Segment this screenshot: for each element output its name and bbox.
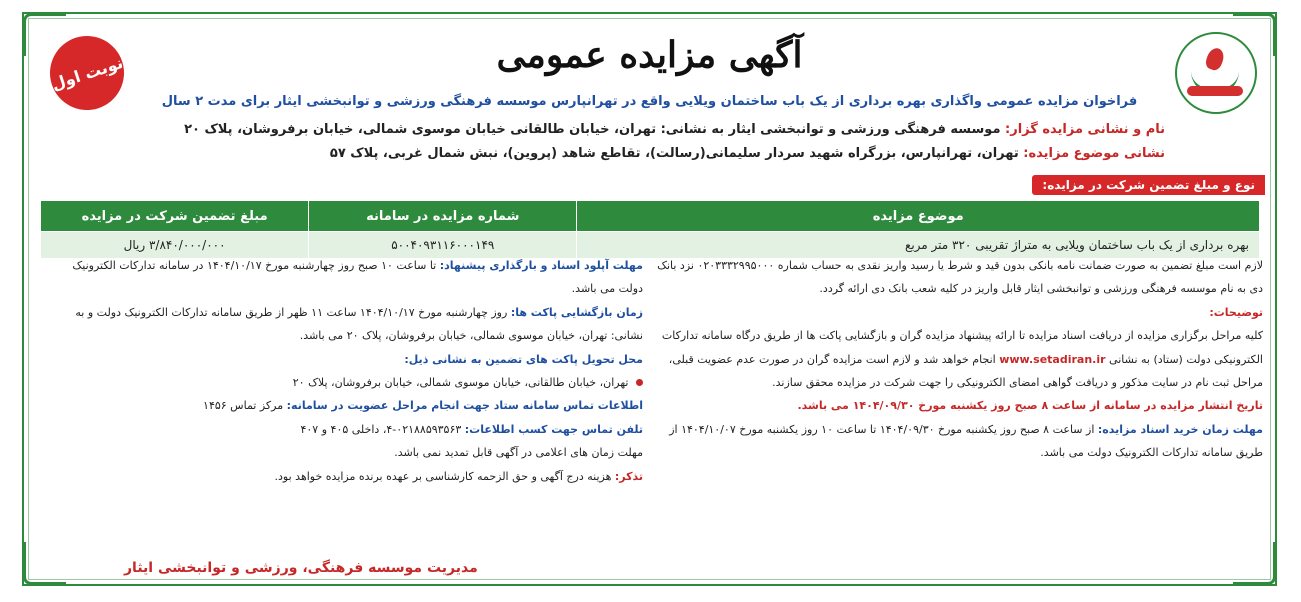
contact-value: مرکز تماس ۱۴۵۶ (203, 399, 284, 413)
auctioneer-label: نام و نشانی مزایده گزار: (1005, 122, 1165, 137)
notes-text-b: انجام خواهد شد و لازم است مزایده گران در صورت عدم عضویت قبلی، مراحل ثبت نام در سایت مذکور و دریافت گواهی امضای الکترونیکی را جهت شرکت در مزایده محقق سازند. (668, 352, 1263, 390)
phone-value: ۰۲۱۸۸۵۹۳۵۶۳-۴، داخلی ۴۰۵ و ۴۰۷ (300, 422, 462, 436)
reminder-value: هزینه درج آگهی و حق الزحمه کارشناسی بر عهده برنده مزایده خواهد بود. (274, 469, 612, 483)
notes-paragraph (653, 324, 1263, 394)
reminder-label: تذکر: (614, 469, 643, 483)
purchase-paragraph (653, 418, 1263, 465)
auction-table (40, 200, 1260, 259)
round-badge: نوبت اول (40, 26, 133, 119)
bullet-icon (636, 379, 643, 386)
upload-label: مهلت آپلود اسناد و بارگذاری پیشنهاد: (439, 259, 643, 272)
phone-paragraph (57, 418, 643, 441)
left-column (57, 254, 643, 488)
notice-frame (22, 12, 1277, 586)
table-header-row (41, 201, 1260, 232)
purchase-label: مهلت زمان خرید اسناد مزایده: (1097, 422, 1263, 436)
header-guarantee: مبلغ تضمین شرکت در مزایده (41, 201, 309, 232)
header-number: شماره مزایده در سامانه (309, 201, 577, 232)
page-title: آگهی مزایده عمومی (496, 34, 803, 76)
opening-label: زمان بازگشایی پاکت ها: (510, 305, 643, 319)
setad-link[interactable]: www.setadiran.ir (999, 352, 1106, 366)
cell-guarantee: ۳/۸۴۰/۰۰۰/۰۰۰ ریال (41, 232, 309, 259)
cell-subject: بهره برداری از یک باب ساختمان ویلایی به متراژ تقریبی ۳۲۰ متر مربع (577, 232, 1260, 259)
delivery-value: تهران، خیابان طالقانی، خیابان موسوی شمالی، خیابان برفروشان، پلاک ۲۰ (292, 376, 629, 390)
extension-note: مهلت زمان های اعلامی در آگهی قابل تمدید نمی باشد. (394, 446, 643, 460)
auctioneer-line (184, 122, 1165, 137)
upload-paragraph (57, 254, 643, 301)
delivery-label: محل تحویل پاکت های تضمین به نشانی ذیل: (404, 352, 643, 366)
signature: مدیریت موسسه فرهنگی، ورزشی و توانبخشی ایثار (124, 560, 478, 576)
auctioneer-value: موسسه فرهنگی ورزشی و توانبخشی ایثار به نشانی: تهران، خیابان طالقانی خیابان موسوی شمالی، خیابان برفروشان، پلاک ۲۰ (184, 122, 1001, 137)
corner-ornament (1233, 542, 1276, 585)
reminder-paragraph (57, 465, 643, 488)
guarantee-ribbon: نوع و مبلغ تضمین شرکت در مزایده: (1032, 175, 1265, 195)
subject-address-value: تهران، تهرانپارس، بزرگراه شهید سردار سلیمانی(رسالت)، تقاطع شاهد (پروین)، نبش شمال غربی، پلاک ۵۷ (329, 146, 1019, 161)
notes-text-a: کلیه مراحل برگزاری مزایده از دریافت اسناد مزایده تا ارائه پیشنهاد مزایده گران و بازگشایی پاکت ها از طریق درگاه سامانه تدارکات الکترونیکی دولت (ستاد) به نشانی (661, 329, 1263, 366)
delivery-paragraph (57, 371, 643, 394)
notes-label: توضیحات: (1209, 305, 1263, 319)
cell-number: ۵۰۰۴۰۹۳۱۱۶۰۰۰۱۴۹ (309, 232, 577, 259)
subject-address-label: نشانی موضوع مزایده: (1023, 146, 1165, 161)
guarantee-paragraph: لازم است مبلغ تضمین به صورت ضمانت نامه بانکی بدون قید و شرط یا رسید واریز نقدی به حساب شماره ۰۲۰۳۳۳۲۹۹۵۰۰۰ نزد بانک دی به نام موسسه فرهنگی ورزشی و توانبخشی ایثار قابل واریز در کلیه شعب بانک دی ارائه گردد. (657, 259, 1263, 296)
right-column (653, 254, 1263, 465)
contact-paragraph (57, 394, 643, 417)
header-subject: موضوع مزایده (577, 201, 1260, 232)
opening-value: روز چهارشنبه مورخ ۱۴۰۴/۱۰/۱۷ ساعت ۱۱ ظهر از طریق سامانه تدارکات الکترونیک دولت و به نشانی: تهران، خیابان موسوی شمالی، خیابان برفروشان، پلاک ۲۰ می باشد. (75, 305, 643, 343)
subject-address-line (330, 146, 1165, 161)
opening-paragraph (57, 301, 643, 348)
subtitle: فراخوان مزایده عمومی واگذاری بهره برداری از یک باب ساختمان ویلایی واقع در تهرانپارس موسسه فرهنگی ورزشی و توانبخشی ایثار برای مدت ۲ سال (161, 94, 1138, 109)
purchase-value: از ساعت ۸ صبح روز یکشنبه مورخ ۱۴۰۴/۰۹/۳۰ تا ساعت ۱۰ روز یکشنبه مورخ ۱۴۰۴/۱۰/۰۷ از طریق سامانه تدارکات الکترونیک دولت می باشد. (669, 422, 1263, 460)
upload-value: تا ساعت ۱۰ صبح روز چهارشنبه مورخ ۱۴۰۴/۱۰/۱۷ در سامانه تدارکات الکترونیک دولت می باشد. (72, 259, 643, 296)
phone-label: تلفن تماس جهت کسب اطلاعات: (464, 422, 643, 436)
contact-label: اطلاعات تماس سامانه ستاد جهت انجام مراحل عضویت در سامانه: (286, 399, 643, 413)
corner-ornament (23, 542, 66, 585)
publish-date: تاریخ انتشار مزایده در سامانه از ساعت ۸ صبح روز یکشنبه مورخ ۱۴۰۴/۰۹/۳۰ می باشد. (797, 399, 1263, 413)
